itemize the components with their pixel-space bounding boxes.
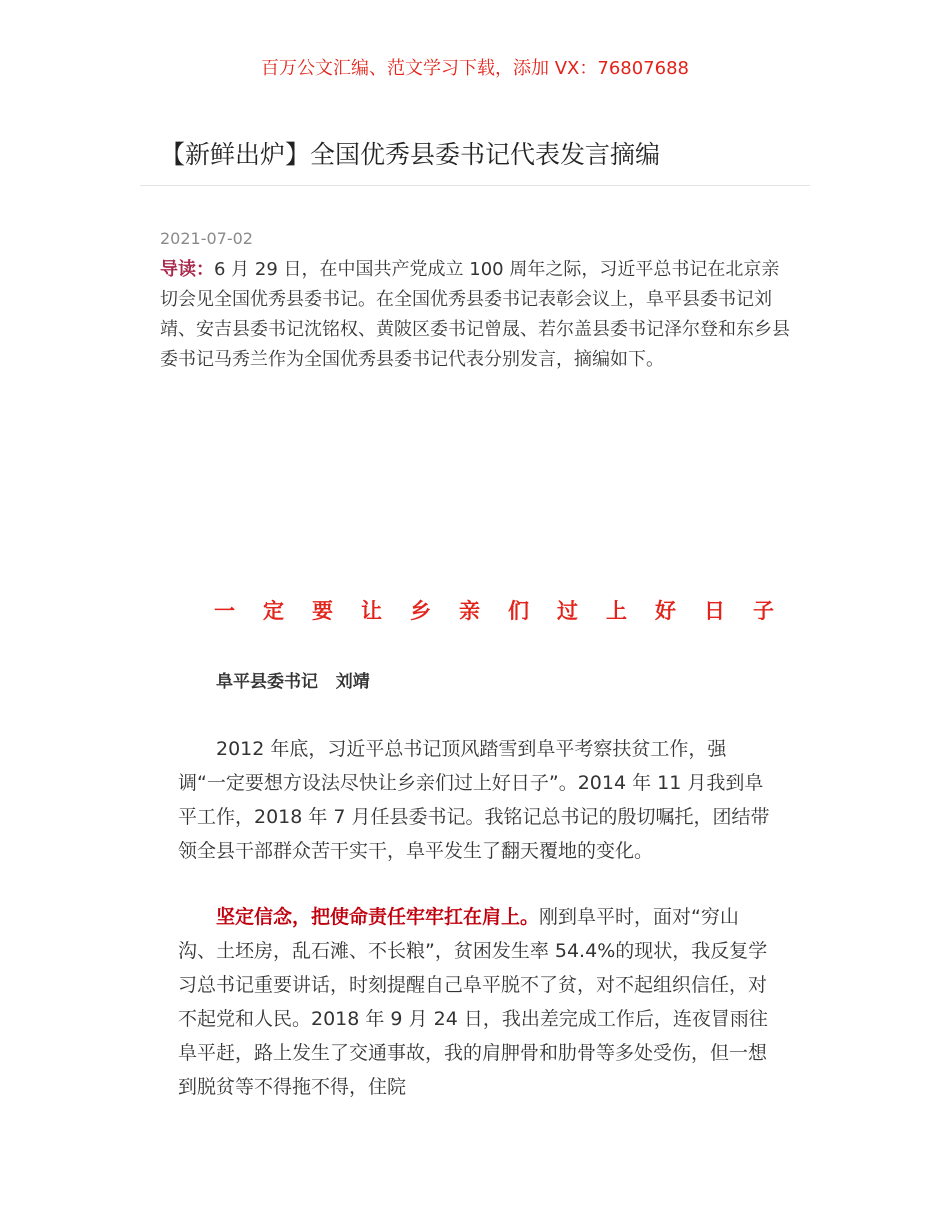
paragraph-emphasis: 坚定信念，把使命责任牢牢扛在肩上。 <box>216 906 540 928</box>
section-heading-char: 让 <box>361 599 382 623</box>
section-heading-char: 日 <box>704 599 725 623</box>
lead-text: 6 月 29 日，在中国共产党成立 100 周年之际，习近平总书记在北京亲切会见全国优秀县委书记。在全国优秀县委书记表彰会议上，阜平县委书记刘靖、安吉县委书记沈铭权、黄陂区委书记曾晟、若尔盖县委书记泽尔登和东乡县委书记马秀兰作为全国优秀县委书记代表分别发言，摘编如下。 <box>160 259 790 370</box>
section-heading-char: 亲 <box>459 599 480 623</box>
section-heading-char: 上 <box>606 599 627 623</box>
promo-banner: 百万公文汇编、范文学习下载，添加 VX：76807688 <box>261 58 689 79</box>
section-heading-char: 一 <box>214 599 235 623</box>
section-heading-char: 定 <box>263 599 284 623</box>
lead-label: 导读： <box>160 259 214 280</box>
paragraph-text: 刚到阜平时，面对“穷山沟、土坯房，乱石滩、不长粮”，贫困发生率 54.4%的现状，我反复学习总书记重要讲话，时刻提醒自己阜平脱不了贫，对不起组织信任，对不起党和人民。2018 年 9 月 24 日，我出差完成工作后，连夜冒雨往阜平赶，路上发生了交通事故，我的肩胛骨和肋骨等多处受伤，但一想到脱贫等不得拖不得，住院 <box>178 906 768 1098</box>
lead-paragraph <box>160 255 790 375</box>
title-divider <box>140 185 810 186</box>
section-heading-char: 乡 <box>410 599 431 623</box>
publish-date: 2021-07-02 <box>160 229 253 248</box>
section-heading-char: 好 <box>655 599 676 623</box>
speaker-byline: 阜平县委书记 刘靖 <box>216 672 370 692</box>
section-heading <box>214 596 774 626</box>
section-heading-char: 子 <box>753 599 774 623</box>
section-heading-char: 要 <box>312 599 333 623</box>
section-heading-char: 们 <box>508 599 529 623</box>
section-heading-char: 过 <box>557 599 578 623</box>
article-title: 【新鲜出炉】全国优秀县委书记代表发言摘编 <box>160 140 661 169</box>
body-paragraph <box>178 900 772 1104</box>
body-paragraph: 2012 年底，习近平总书记顶风踏雪到阜平考察扶贫工作，强调“一定要想方设法尽快让乡亲们过上好日子”。2014 年 11 月我到阜平工作，2018 年 7 月任县委书记。我铭记总书记的殷切嘱托，团结带领全县干部群众苦干实干，阜平发生了翻天覆地的变化。 <box>178 738 770 862</box>
